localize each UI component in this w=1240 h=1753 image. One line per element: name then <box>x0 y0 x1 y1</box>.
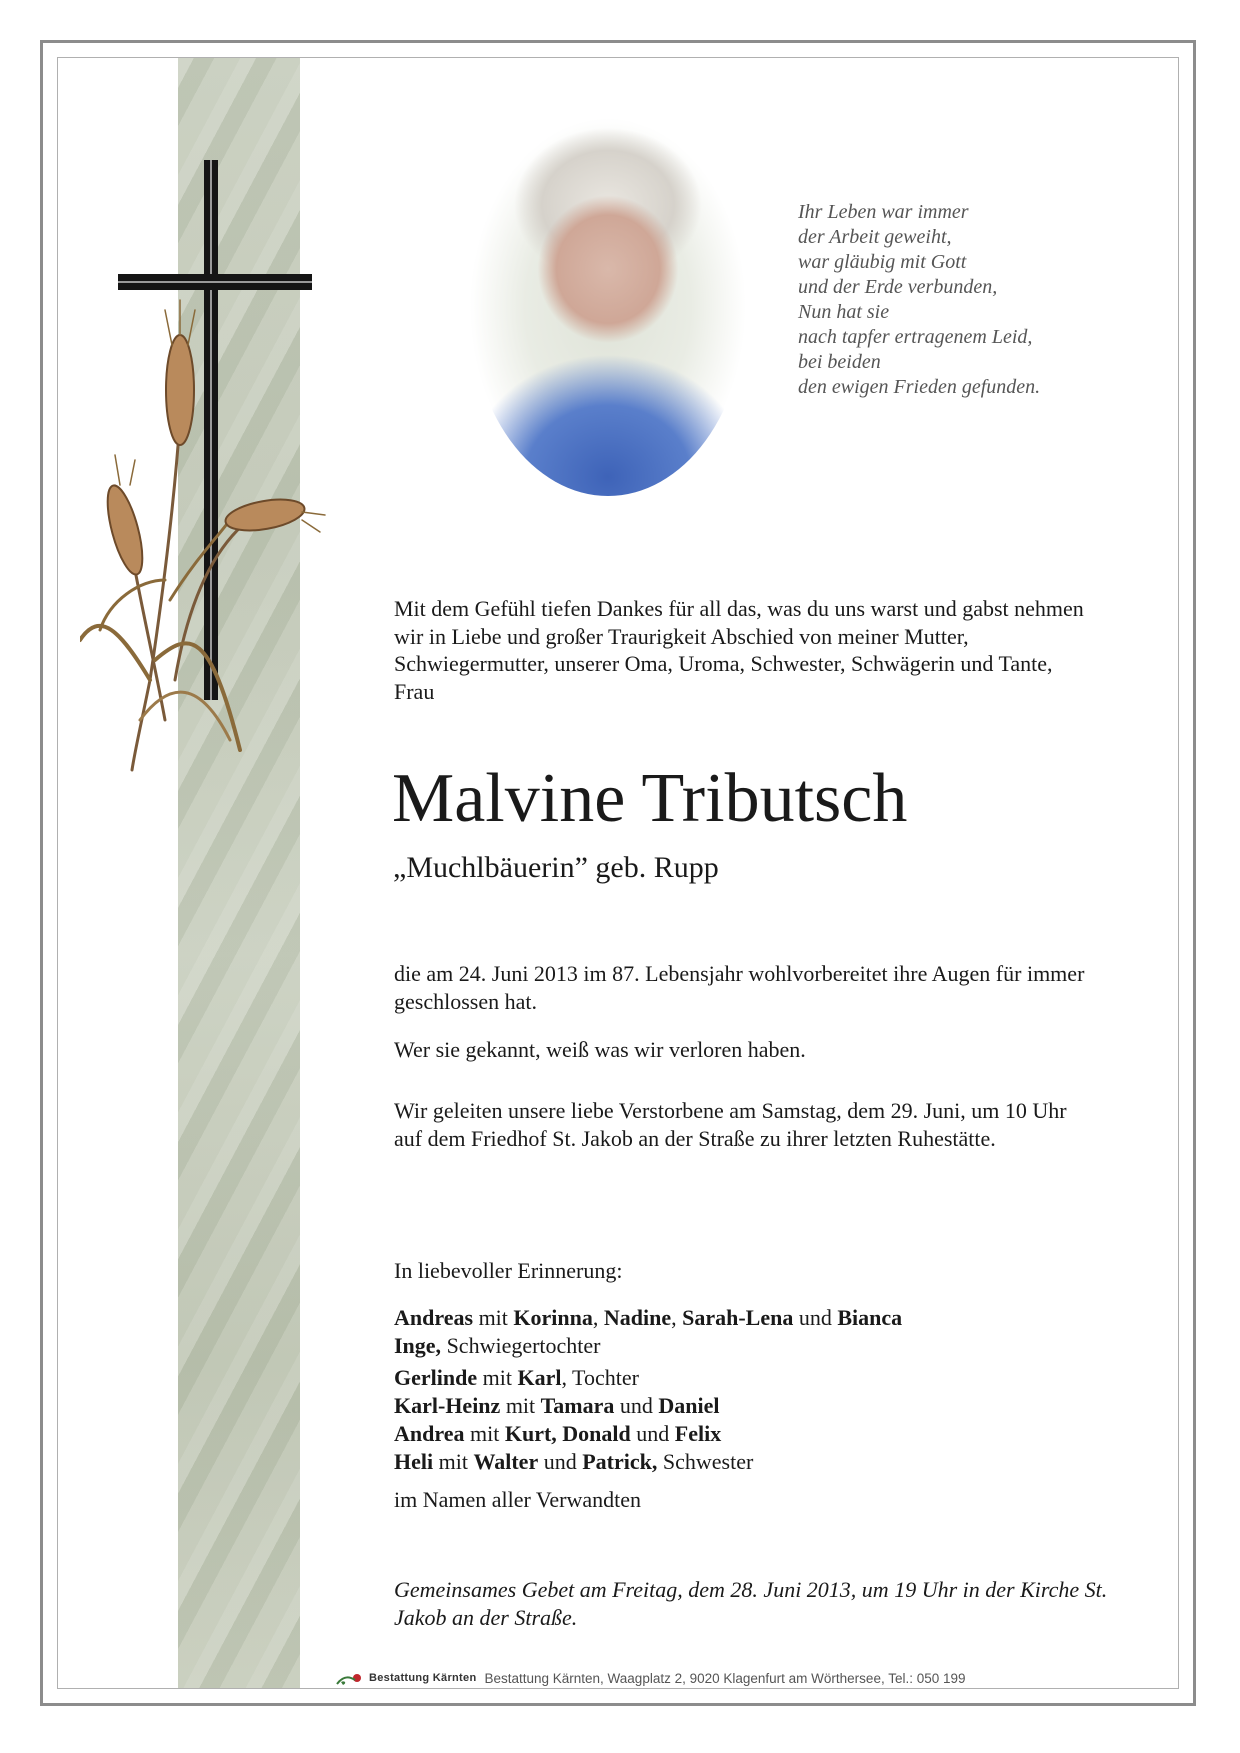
cross-with-wheat-illustration <box>80 160 380 860</box>
poem-line: Nun hat sie <box>798 301 890 323</box>
nickname: „Muchlbäuerin” <box>393 851 588 884</box>
poem-line: Ihr Leben war immer <box>798 201 969 223</box>
family-member-name: Sarah-Lena <box>682 1305 794 1330</box>
quote: Wer sie gekannt, weiß was wir verloren haben. <box>394 1037 806 1062</box>
bestattung-logo-icon <box>335 1668 369 1688</box>
portrait-photo <box>470 118 746 496</box>
family-line <box>394 1304 1114 1332</box>
family-line <box>394 1392 1114 1420</box>
funeral-details: Wir geleiten unsere liebe Verstorbene am Samstag, dem 29. Juni, um 10 Uhr auf dem Friedhof St. Jakob an der Straße zu ihrer letzten Ruhestätte. <box>394 1098 1067 1151</box>
family-line-text: mit <box>500 1393 541 1418</box>
intro-text: Mit dem Gefühl tiefen Dankes für all das, was du uns warst und gabst nehmen wir in Liebe und großer Traurigkeit Abschied von meiner Mutter, Schwiegermutter, unserer Oma, Uroma, Schwester, Schwägerin und Tante, Frau <box>394 596 1084 704</box>
family-member-name: Karl <box>517 1365 562 1390</box>
family-line-text: Schwester <box>657 1449 754 1474</box>
family-line-text: mit <box>473 1305 514 1330</box>
family-member-name: Tamara <box>540 1393 615 1418</box>
poem-line: nach tapfer ertragenem Leid, <box>798 326 1033 348</box>
death-notice: die am 24. Juni 2013 im 87. Lebensjahr wohlvorbereitet ihre Augen für immer geschlossen hat. <box>394 961 1085 1014</box>
family-list <box>394 1304 1114 1514</box>
poem-line: den ewigen Frieden gefunden. <box>798 376 1041 398</box>
wheat-icon <box>80 300 325 770</box>
family-member-name: Andreas <box>394 1305 474 1330</box>
family-line-text: , <box>671 1305 683 1330</box>
family-line-text: , <box>592 1305 604 1330</box>
family-member-name: Walter <box>473 1449 539 1474</box>
logo-text: Bestattung Kärnten <box>369 1672 477 1684</box>
cross-icon <box>118 160 312 700</box>
family-line-text: und <box>630 1421 675 1446</box>
deceased-name: Malvine Tributsch <box>392 760 908 837</box>
family-line <box>394 1364 1114 1392</box>
prayer-notice: Gemeinsames Gebet am Freitag, dem 28. Juni 2013, um 19 Uhr in der Kirche St. Jakob an der Straße. <box>394 1577 1108 1630</box>
poem-line: der Arbeit geweiht, <box>798 226 952 248</box>
family-member-name: Felix <box>674 1421 722 1446</box>
family-member-name: Andrea <box>394 1421 465 1446</box>
family-line-text: mit <box>464 1421 505 1446</box>
family-line-text: mit <box>433 1449 474 1474</box>
family-line-text: , Tochter <box>561 1365 639 1390</box>
poem-line: war gläubig mit Gott <box>798 251 967 273</box>
family-member-name: Kurt, Donald <box>504 1421 631 1446</box>
family-member-name: Bianca <box>837 1305 903 1330</box>
family-line-text: und <box>793 1305 838 1330</box>
family-line-text: und <box>538 1449 583 1474</box>
family-line <box>394 1448 1114 1476</box>
family-heading: In liebevoller Erinnerung: <box>394 1258 623 1283</box>
footer-address: Bestattung Kärnten, Waagplatz 2, 9020 Klagenfurt am Wörthersee, Tel.: 050 199 <box>484 1670 966 1686</box>
family-member-name: Daniel <box>658 1393 720 1418</box>
family-line-text: und <box>614 1393 659 1418</box>
birth-name: geb. Rupp <box>595 851 719 884</box>
poem <box>798 200 1158 400</box>
family-closing: im Namen aller Verwandten <box>394 1487 642 1512</box>
family-line-text: mit <box>477 1365 518 1390</box>
family-member-name: Korinna <box>513 1305 593 1330</box>
deceased-subtitle <box>393 850 719 886</box>
family-line-text: Schwiegertochter <box>441 1333 601 1358</box>
family-member-name: Inge, <box>394 1333 442 1358</box>
family-member-name: Gerlinde <box>394 1365 478 1390</box>
family-member-name: Heli <box>394 1449 434 1474</box>
family-line <box>394 1420 1114 1448</box>
family-member-name: Nadine <box>603 1305 672 1330</box>
family-member-name: Karl-Heinz <box>394 1393 501 1418</box>
poem-line: bei beiden <box>798 351 881 373</box>
footer <box>335 1664 966 1692</box>
poem-line: und der Erde verbunden, <box>798 276 998 298</box>
family-member-name: Patrick, <box>582 1449 658 1474</box>
family-line <box>394 1332 1114 1360</box>
